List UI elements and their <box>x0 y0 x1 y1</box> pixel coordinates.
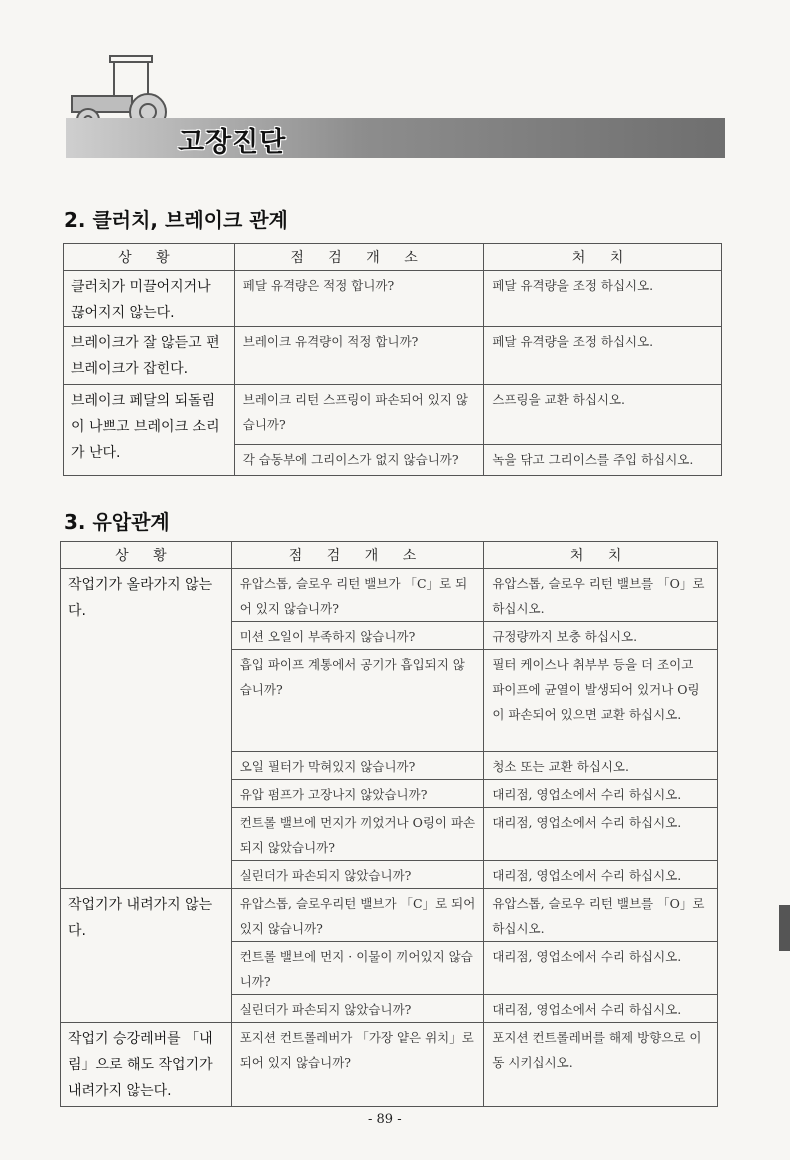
action-cell: 필터 케이스나 취부부 등을 더 조이고 파이프에 균열이 발생되어 있거나 O링이 파손되어 있으면 교환 하십시오. <box>484 650 718 752</box>
action-cell: 스프링을 교환 하십시오. <box>484 385 722 445</box>
action-cell: 대리점, 영업소에서 수리 하십시오. <box>484 780 718 808</box>
situation-cell: 작업기가 올라가지 않는다. <box>61 569 232 889</box>
check-cell: 흡입 파이프 계통에서 공기가 흡입되지 않습니까? <box>231 650 484 752</box>
check-cell: 유압스톱, 슬로우 리턴 밸브가 「C」로 되어 있지 않습니까? <box>231 569 484 622</box>
action-cell: 녹을 닦고 그리이스를 주입 하십시오. <box>484 445 722 476</box>
table-row <box>61 1023 718 1107</box>
check-cell: 실린더가 파손되지 않았습니까? <box>231 995 484 1023</box>
check-cell: 미션 오일이 부족하지 않습니까? <box>231 622 484 650</box>
situation-cell: 클러치가 미끌어지거나 끊어지지 않는다. <box>64 271 235 327</box>
column-header-action: 처 치 <box>484 244 722 271</box>
table-row <box>64 327 722 385</box>
check-cell: 각 습동부에 그리이스가 없지 않습니까? <box>234 445 484 476</box>
column-header-action: 처 치 <box>484 542 718 569</box>
check-cell: 페달 유격량은 적정 합니까? <box>234 271 484 327</box>
table-row <box>64 271 722 327</box>
check-cell: 브레이크 리턴 스프링이 파손되어 있지 않습니까? <box>234 385 484 445</box>
check-cell: 오일 필터가 막혀있지 않습니까? <box>231 752 484 780</box>
situation-cell: 브레이크가 잘 않듣고 편브레이크가 잡힌다. <box>64 327 235 385</box>
action-cell: 대리점, 영업소에서 수리 하십시오. <box>484 861 718 889</box>
action-cell: 규정량까지 보충 하십시오. <box>484 622 718 650</box>
action-cell: 청소 또는 교환 하십시오. <box>484 752 718 780</box>
header-band <box>66 118 725 158</box>
situation-cell: 브레이크 페달의 되돌림이 나쁘고 브레이크 소리가 난다. <box>64 385 235 476</box>
action-cell: 페달 유격량을 조정 하십시오. <box>484 271 722 327</box>
check-cell: 컨트롤 밸브에 먼지가 끼었거나 O링이 파손되지 않았습니까? <box>231 808 484 861</box>
check-cell: 브레이크 유격량이 적정 합니까? <box>234 327 484 385</box>
action-cell: 유압스톱, 슬로우 리턴 밸브를 「O」로 하십시오. <box>484 569 718 622</box>
check-cell: 실린더가 파손되지 않았습니까? <box>231 861 484 889</box>
hydraulics-table <box>60 541 718 1107</box>
section-title-hydraulics: 3. 유압관계 <box>64 510 170 534</box>
situation-cell: 작업기가 내려가지 않는다. <box>61 889 232 1023</box>
page-header-title: 고장진단 <box>178 127 287 158</box>
check-cell: 컨트롤 밸브에 먼지 · 이물이 끼어있지 않습니까? <box>231 942 484 995</box>
situation-cell: 작업기 승강레버를 「내림」으로 해도 작업기가 내려가지 않는다. <box>61 1023 232 1107</box>
page-number: - 89 - <box>368 1112 402 1127</box>
action-cell: 대리점, 영업소에서 수리 하십시오. <box>484 808 718 861</box>
column-header-situation: 상 황 <box>64 244 235 271</box>
table-row <box>61 569 718 622</box>
side-tab-marker <box>779 905 790 951</box>
action-cell: 포지션 컨트롤레버를 해제 방향으로 이동 시키십시오. <box>484 1023 718 1107</box>
action-cell: 대리점, 영업소에서 수리 하십시오. <box>484 995 718 1023</box>
column-header-check: 점 검 개 소 <box>234 244 484 271</box>
table-row <box>64 385 722 445</box>
table-row <box>61 889 718 942</box>
action-cell: 유압스톱, 슬로우 리턴 밸브를 「O」로 하십시오. <box>484 889 718 942</box>
clutch-brake-table <box>63 243 722 476</box>
check-cell: 유압스톱, 슬로우리턴 밸브가 「C」로 되어있지 않습니까? <box>231 889 484 942</box>
column-header-check: 점 검 개 소 <box>231 542 484 569</box>
check-cell: 포지션 컨트롤레버가 「가장 얕은 위치」로 되어 있지 않습니까? <box>231 1023 484 1107</box>
action-cell: 페달 유격량을 조정 하십시오. <box>484 327 722 385</box>
action-cell: 대리점, 영업소에서 수리 하십시오. <box>484 942 718 995</box>
column-header-situation: 상 황 <box>61 542 232 569</box>
section-title-clutch-brake: 2. 클러치, 브레이크 관계 <box>64 208 288 232</box>
check-cell: 유압 펌프가 고장나지 않았습니까? <box>231 780 484 808</box>
